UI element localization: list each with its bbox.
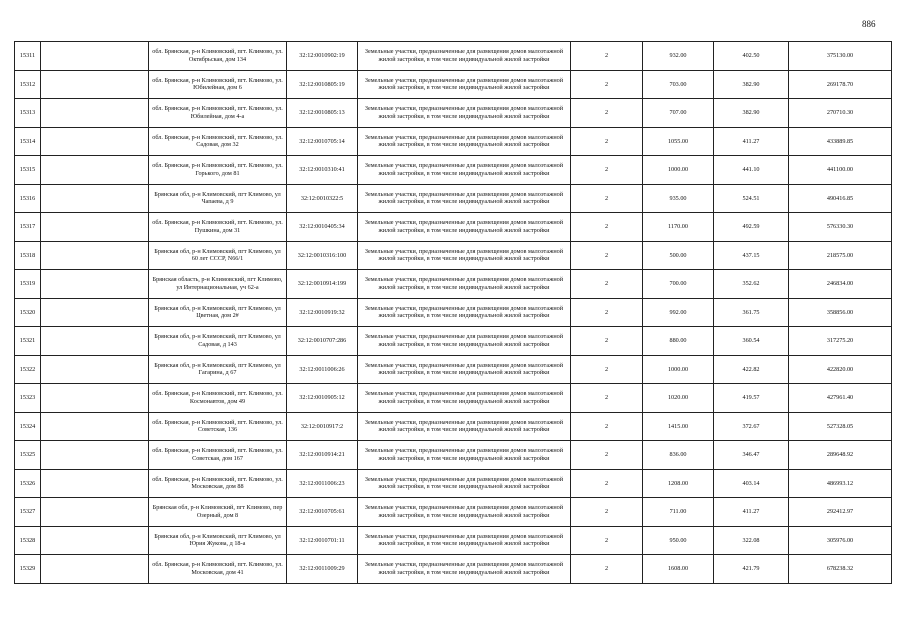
area-cell: 1000.00 (643, 156, 714, 185)
cadastral-number-cell: 32:12:0010705:14 (287, 127, 358, 156)
row-number: 15321 (15, 327, 41, 356)
area-cell: 1020.00 (643, 384, 714, 413)
cadastral-number-cell: 32:12:0010322:5 (287, 184, 358, 213)
blank-cell (41, 213, 149, 242)
address-cell: Брянская область, р-н Климовский, пгт Климово, ул Интернациональная, уч 62-а (149, 270, 287, 299)
category-cell: 2 (571, 298, 643, 327)
table-row (15, 384, 892, 413)
land-use-cell: Земельные участки, предназначенные для размещения домов малоэтажной жилой застройки, в том числе индивидуальной жилой застройки (358, 469, 571, 498)
cadastral-number-cell: 32:12:0010405:34 (287, 213, 358, 242)
row-number: 15317 (15, 213, 41, 242)
land-use-cell: Земельные участки, предназначенные для размещения домов малоэтажной жилой застройки, в том числе индивидуальной жилой застройки (358, 298, 571, 327)
land-use-cell: Земельные участки, предназначенные для размещения домов малоэтажной жилой застройки, в том числе индивидуальной жилой застройки (358, 555, 571, 584)
blank-cell (41, 70, 149, 99)
cadastral-value-cell: 246834.00 (789, 270, 892, 299)
address-cell: Брянская обл, р-н Климовский, пгт Климово, ул Садовая, д 143 (149, 327, 287, 356)
cadastral-value-cell: 490416.85 (789, 184, 892, 213)
cadastral-number-cell: 32:12:0011006:26 (287, 355, 358, 384)
table-row (15, 241, 892, 270)
land-use-cell: Земельные участки, предназначенные для размещения домов малоэтажной жилой застройки, в том числе индивидуальной жилой застройки (358, 241, 571, 270)
table-row (15, 412, 892, 441)
land-use-cell: Земельные участки, предназначенные для размещения домов малоэтажной жилой застройки, в том числе индивидуальной жилой застройки (358, 42, 571, 71)
category-cell: 2 (571, 99, 643, 128)
row-number: 15318 (15, 241, 41, 270)
area-cell: 836.00 (643, 441, 714, 470)
rate-cell: 419.57 (714, 384, 789, 413)
table-row (15, 441, 892, 470)
cadastral-number-cell: 32:12:0010905:12 (287, 384, 358, 413)
table-row (15, 270, 892, 299)
cadastral-value-cell: 305976.00 (789, 526, 892, 555)
row-number: 15312 (15, 70, 41, 99)
area-cell: 932.00 (643, 42, 714, 71)
category-cell: 2 (571, 327, 643, 356)
row-number: 15322 (15, 355, 41, 384)
cadastral-number-cell: 32:12:0010919:32 (287, 298, 358, 327)
category-cell: 2 (571, 526, 643, 555)
table-row (15, 498, 892, 527)
blank-cell (41, 156, 149, 185)
rate-cell: 411.27 (714, 498, 789, 527)
cadastral-value-cell: 269178.70 (789, 70, 892, 99)
row-number: 15314 (15, 127, 41, 156)
category-cell: 2 (571, 184, 643, 213)
cadastral-value-cell: 527328.05 (789, 412, 892, 441)
address-cell: обл. Брянская, р-н Климовский, пгт. Климово, ул. Советская, дом 167 (149, 441, 287, 470)
address-cell: обл. Брянская, р-н Климовский, пгт. Климово, ул. Горького, дом 81 (149, 156, 287, 185)
blank-cell (41, 384, 149, 413)
table-row (15, 99, 892, 128)
cadastral-number-cell: 32:12:0011009:29 (287, 555, 358, 584)
category-cell: 2 (571, 42, 643, 71)
address-cell: обл. Брянская, р-н Климовский, пгт. Климово, ул. Юбилейная, дом 4-а (149, 99, 287, 128)
rate-cell: 524.51 (714, 184, 789, 213)
category-cell: 2 (571, 70, 643, 99)
cadastral-value-cell: 433889.85 (789, 127, 892, 156)
area-cell: 1608.00 (643, 555, 714, 584)
row-number: 15329 (15, 555, 41, 584)
cadastral-value-cell: 422820.00 (789, 355, 892, 384)
table-row (15, 355, 892, 384)
cadastral-number-cell: 32:12:0010707:286 (287, 327, 358, 356)
cadastral-value-cell: 427961.40 (789, 384, 892, 413)
row-number: 15311 (15, 42, 41, 71)
area-cell: 1055.00 (643, 127, 714, 156)
cadastral-value-cell: 289648.92 (789, 441, 892, 470)
area-cell: 1208.00 (643, 469, 714, 498)
land-use-cell: Земельные участки, предназначенные для размещения домов малоэтажной жилой застройки, в том числе индивидуальной жилой застройки (358, 99, 571, 128)
blank-cell (41, 327, 149, 356)
cadastral-value-cell: 218575.00 (789, 241, 892, 270)
address-cell: Брянская обл, р-н Климовский, пгт Климово, ул Чапаева, д 9 (149, 184, 287, 213)
land-registry-table (14, 41, 892, 584)
address-cell: Брянская обл, р-н Климовский, пгт Климово, пер Озерный, дом 8 (149, 498, 287, 527)
cadastral-number-cell: 32:12:0010805:19 (287, 70, 358, 99)
cadastral-number-cell: 32:12:0011006:23 (287, 469, 358, 498)
cadastral-value-cell: 270710.30 (789, 99, 892, 128)
area-cell: 500.00 (643, 241, 714, 270)
cadastral-value-cell: 358856.00 (789, 298, 892, 327)
table-row (15, 213, 892, 242)
category-cell: 2 (571, 270, 643, 299)
cadastral-value-cell: 486993.12 (789, 469, 892, 498)
cadastral-number-cell: 32:12:0010310:41 (287, 156, 358, 185)
rate-cell: 421.79 (714, 555, 789, 584)
table-row (15, 298, 892, 327)
cadastral-number-cell: 32:12:0010805:13 (287, 99, 358, 128)
cadastral-number-cell: 32:12:0010705:61 (287, 498, 358, 527)
table-row (15, 526, 892, 555)
land-use-cell: Земельные участки, предназначенные для размещения домов малоэтажной жилой застройки, в том числе индивидуальной жилой застройки (358, 127, 571, 156)
rate-cell: 492.59 (714, 213, 789, 242)
row-number: 15328 (15, 526, 41, 555)
blank-cell (41, 355, 149, 384)
rate-cell: 382.90 (714, 70, 789, 99)
row-number: 15319 (15, 270, 41, 299)
cadastral-number-cell: 32:12:0010902:19 (287, 42, 358, 71)
cadastral-number-cell: 32:12:0010914:21 (287, 441, 358, 470)
area-cell: 707.00 (643, 99, 714, 128)
row-number: 15324 (15, 412, 41, 441)
address-cell: Брянская обл, р-н Климовский, пгт Климово, ул Цветная, дом 2# (149, 298, 287, 327)
rate-cell: 352.62 (714, 270, 789, 299)
category-cell: 2 (571, 156, 643, 185)
area-cell: 711.00 (643, 498, 714, 527)
table-row (15, 156, 892, 185)
area-cell: 700.00 (643, 270, 714, 299)
table-row (15, 184, 892, 213)
row-number: 15315 (15, 156, 41, 185)
address-cell: обл. Брянская, р-н Климовский, пгт. Климово, ул. Пушкина, дом 31 (149, 213, 287, 242)
address-cell: Брянская обл, р-н Климовский, пгт Климово, ул Юрия Жукова, д 18-а (149, 526, 287, 555)
land-use-cell: Земельные участки, предназначенные для размещения домов малоэтажной жилой застройки, в том числе индивидуальной жилой застройки (358, 184, 571, 213)
land-use-cell: Земельные участки, предназначенные для размещения домов малоэтажной жилой застройки, в том числе индивидуальной жилой застройки (358, 412, 571, 441)
category-cell: 2 (571, 441, 643, 470)
category-cell: 2 (571, 469, 643, 498)
blank-cell (41, 526, 149, 555)
area-cell: 1170.00 (643, 213, 714, 242)
address-cell: Брянская обл, р-н Климовский, пгт Климово, ул 60 лет СССР, N66/1 (149, 241, 287, 270)
blank-cell (41, 270, 149, 299)
row-number: 15320 (15, 298, 41, 327)
land-use-cell: Земельные участки, предназначенные для размещения домов малоэтажной жилой застройки, в том числе индивидуальной жилой застройки (358, 70, 571, 99)
row-number: 15325 (15, 441, 41, 470)
address-cell: обл. Брянская, р-н Климовский, пгт. Климово, ул. Московская, дом 88 (149, 469, 287, 498)
blank-cell (41, 127, 149, 156)
land-use-cell: Земельные участки, предназначенные для размещения домов малоэтажной жилой застройки, в том числе индивидуальной жилой застройки (358, 213, 571, 242)
page-number: 886 (862, 19, 876, 29)
rate-cell: 422.82 (714, 355, 789, 384)
category-cell: 2 (571, 213, 643, 242)
row-number: 15323 (15, 384, 41, 413)
cadastral-number-cell: 32:12:0010316:100 (287, 241, 358, 270)
rate-cell: 360.54 (714, 327, 789, 356)
row-number: 15316 (15, 184, 41, 213)
rate-cell: 361.75 (714, 298, 789, 327)
area-cell: 935.00 (643, 184, 714, 213)
area-cell: 992.00 (643, 298, 714, 327)
address-cell: обл. Брянская, р-н Климовский, пгт. Климово, ул. Космонавтов, дом 49 (149, 384, 287, 413)
category-cell: 2 (571, 384, 643, 413)
land-use-cell: Земельные участки, предназначенные для размещения домов малоэтажной жилой застройки, в том числе индивидуальной жилой застройки (358, 384, 571, 413)
area-cell: 703.00 (643, 70, 714, 99)
cadastral-value-cell: 576330.30 (789, 213, 892, 242)
land-use-cell: Земельные участки, предназначенные для размещения домов малоэтажной жилой застройки, в том числе индивидуальной жилой застройки (358, 327, 571, 356)
blank-cell (41, 184, 149, 213)
rate-cell: 403.14 (714, 469, 789, 498)
rate-cell: 441.10 (714, 156, 789, 185)
row-number: 15327 (15, 498, 41, 527)
table-row (15, 42, 892, 71)
category-cell: 2 (571, 412, 643, 441)
table-row (15, 327, 892, 356)
land-use-cell: Земельные участки, предназначенные для размещения домов малоэтажной жилой застройки, в том числе индивидуальной жилой застройки (358, 156, 571, 185)
blank-cell (41, 469, 149, 498)
blank-cell (41, 555, 149, 584)
blank-cell (41, 441, 149, 470)
rate-cell: 346.47 (714, 441, 789, 470)
area-cell: 1000.00 (643, 355, 714, 384)
cadastral-number-cell: 32:12:0010701:11 (287, 526, 358, 555)
cadastral-number-cell: 32:12:0010914:199 (287, 270, 358, 299)
rate-cell: 382.90 (714, 99, 789, 128)
table-row (15, 469, 892, 498)
address-cell: обл. Брянская, р-н Климовский, пгт. Климово, ул. Юбилейная, дом 6 (149, 70, 287, 99)
blank-cell (41, 99, 149, 128)
land-use-cell: Земельные участки, предназначенные для размещения домов малоэтажной жилой застройки, в том числе индивидуальной жилой застройки (358, 526, 571, 555)
category-cell: 2 (571, 498, 643, 527)
land-use-cell: Земельные участки, предназначенные для размещения домов малоэтажной жилой застройки, в том числе индивидуальной жилой застройки (358, 355, 571, 384)
cadastral-value-cell: 317275.20 (789, 327, 892, 356)
table-row (15, 127, 892, 156)
land-use-cell: Земельные участки, предназначенные для размещения домов малоэтажной жилой застройки, в том числе индивидуальной жилой застройки (358, 441, 571, 470)
category-cell: 2 (571, 355, 643, 384)
row-number: 15313 (15, 99, 41, 128)
blank-cell (41, 298, 149, 327)
table-body (15, 42, 892, 584)
blank-cell (41, 42, 149, 71)
cadastral-value-cell: 441100.00 (789, 156, 892, 185)
cadastral-value-cell: 375130.00 (789, 42, 892, 71)
rate-cell: 322.08 (714, 526, 789, 555)
blank-cell (41, 412, 149, 441)
category-cell: 2 (571, 127, 643, 156)
address-cell: обл. Брянская, р-н Климовский, пгт. Климово, ул. Московская, дом 41 (149, 555, 287, 584)
blank-cell (41, 498, 149, 527)
rate-cell: 411.27 (714, 127, 789, 156)
area-cell: 1415.00 (643, 412, 714, 441)
address-cell: Брянская обл, р-н Климовский, пгт Климово, ул Гагарина, д 67 (149, 355, 287, 384)
address-cell: обл. Брянская, р-н Климовский, пгт. Климово, ул. Садовая, дом 32 (149, 127, 287, 156)
rate-cell: 437.15 (714, 241, 789, 270)
land-use-cell: Земельные участки, предназначенные для размещения домов малоэтажной жилой застройки, в том числе индивидуальной жилой застройки (358, 270, 571, 299)
table-row (15, 555, 892, 584)
area-cell: 950.00 (643, 526, 714, 555)
rate-cell: 372.67 (714, 412, 789, 441)
rate-cell: 402.50 (714, 42, 789, 71)
land-use-cell: Земельные участки, предназначенные для размещения домов малоэтажной жилой застройки, в том числе индивидуальной жилой застройки (358, 498, 571, 527)
category-cell: 2 (571, 241, 643, 270)
table-row (15, 70, 892, 99)
row-number: 15326 (15, 469, 41, 498)
cadastral-value-cell: 678238.32 (789, 555, 892, 584)
category-cell: 2 (571, 555, 643, 584)
address-cell: обл. Брянская, р-н Климовский, пгт. Климово, ул. Октябрьская, дом 134 (149, 42, 287, 71)
cadastral-value-cell: 292412.97 (789, 498, 892, 527)
area-cell: 880.00 (643, 327, 714, 356)
cadastral-number-cell: 32:12:0010917:2 (287, 412, 358, 441)
address-cell: обл. Брянская, р-н Климовский, пгт. Климово, ул. Советская, 136 (149, 412, 287, 441)
blank-cell (41, 241, 149, 270)
